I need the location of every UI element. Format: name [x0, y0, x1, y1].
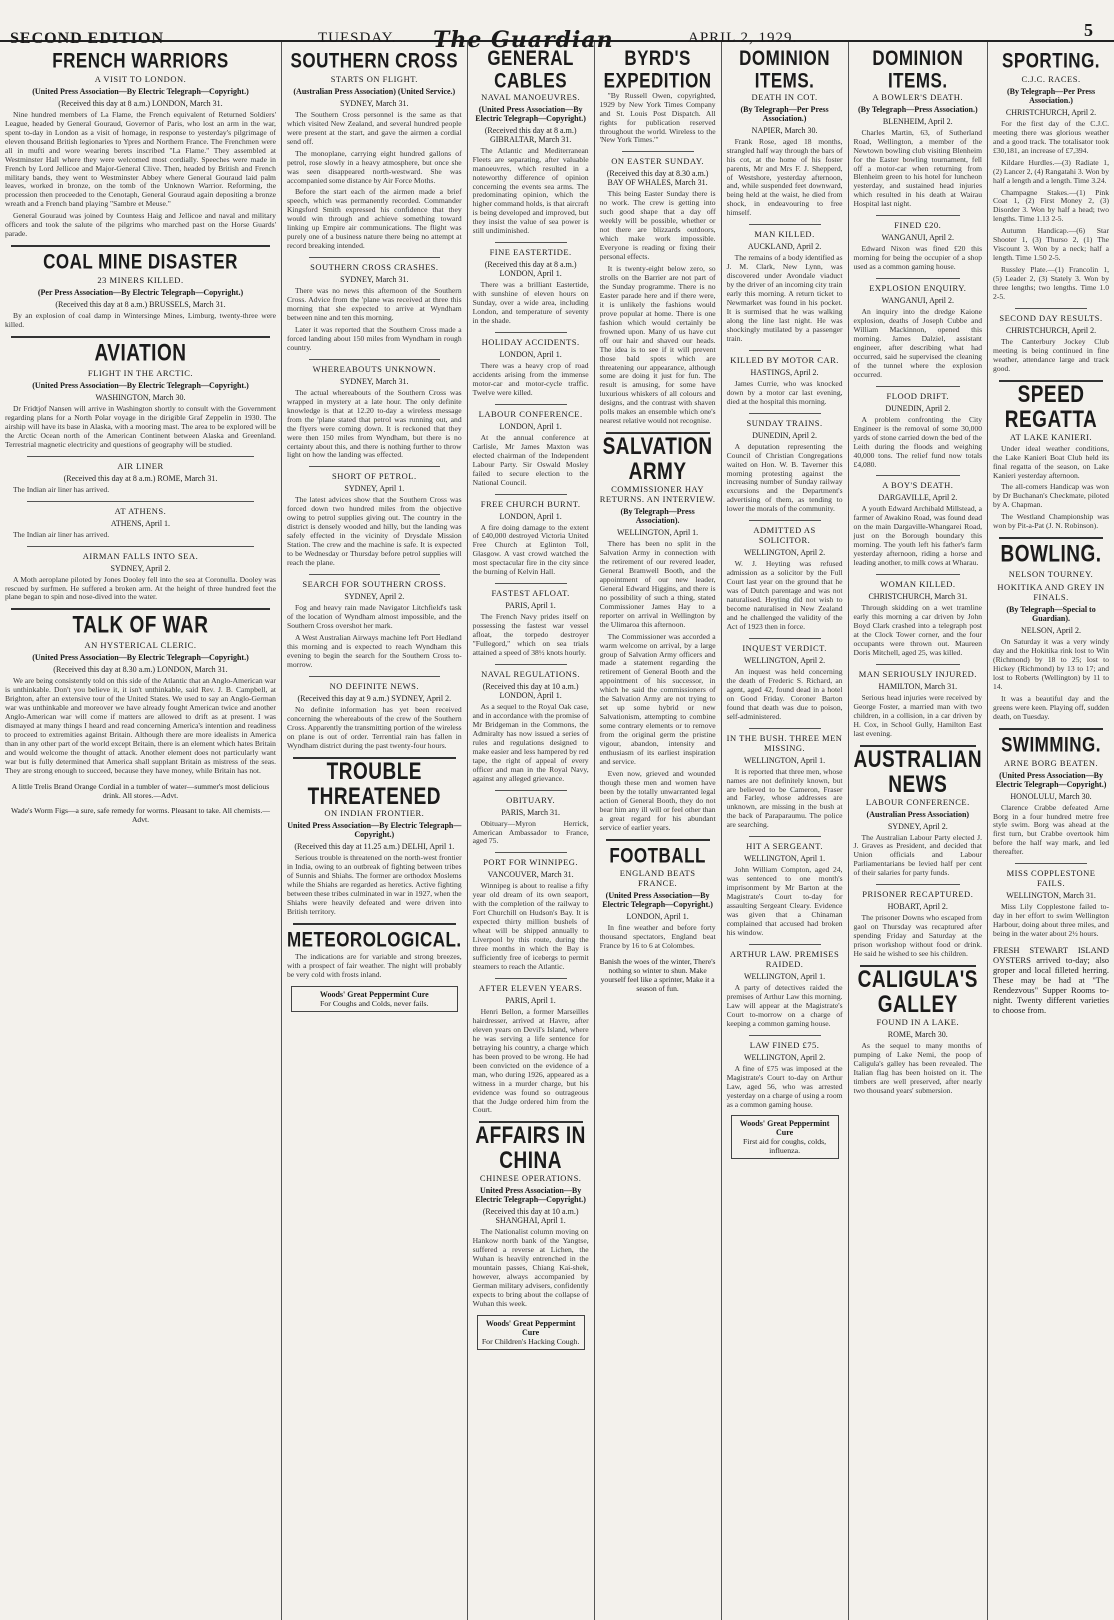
dateline: (Received this day at 8 a.m.) LONDON, March 31. — [58, 98, 223, 108]
credit-line: (United Press Association—By Electric Telegraph—Copyright.) — [32, 380, 249, 390]
body-paragraph: The Southern Cross personnel is the same as that which visited New Zealand, and several hundred people were present at the start, and gave the airmen a cordial send off. — [286, 109, 462, 146]
dateline: WELLINGTON, April 2. — [743, 1052, 826, 1062]
divider — [309, 676, 440, 677]
subheading: FLOOD DRIFT. — [886, 390, 950, 401]
divider — [876, 884, 961, 885]
dateline: WANGANUI, April 2. — [881, 233, 955, 243]
subheading: HOLIDAY ACCIDENTS. — [481, 336, 580, 347]
dateline: SYDNEY, March 31. — [340, 376, 409, 386]
dateline: SYDNEY, March 31. — [340, 275, 409, 285]
column-6 — [849, 42, 989, 1620]
ad-box — [731, 1115, 839, 1159]
body-paragraph: James Currie, who was knocked down by a motor car last evening, died at the hospital this morning. — [726, 378, 843, 406]
credit-line: (By Telegraph—Special to Guardian). — [1006, 605, 1096, 624]
divider — [309, 359, 440, 360]
headline: AVIATION — [94, 340, 187, 367]
dateline: VANCOUVER, March 31. — [487, 870, 574, 880]
body-paragraph: Clarence Crabbe defeated Arne Borg in a four hundred metre free style swim. Borg was ahead at the first turn, but Crabbe overtook him before the half way mark, and led thereafter. — [993, 802, 1110, 857]
divider — [876, 278, 961, 279]
dateline: WASHINGTON, March 30. — [95, 392, 186, 402]
body-paragraph: Under ideal weather conditions, the Lake Kanieri Boat Club held its final regatta of the season, on Lake Kanieri yesterday afternoon. — [993, 443, 1110, 480]
body-paragraph: On Saturday it was a very windy day and the Hokitika rink lost to Win (Richmond) by 18 to 25; lost to Hickey (Richmond) by 13 to 17; and lost to Roberts (Wellington) by 11 to 14. — [993, 637, 1110, 691]
body-paragraph: The all-comers Handicap was won by Dr Buchanan's Checkmate, piloted by A. Chapman. — [993, 482, 1110, 510]
divider — [495, 494, 567, 495]
body-paragraph: There has been no split in the Salvation Army in connection with the retirement of our revered leader, General Bramwell Booth, and the appointment of our new leader, General Edward Higgins, and there is no possibility of such a thing, stated Commissioner James Hay to a reporter on arrival in Wellington by the Ulimaroa this afternoon. — [599, 539, 716, 629]
subheading: FLIGHT IN THE ARCTIC. — [87, 367, 194, 378]
divider — [309, 257, 440, 258]
subheading: NAVAL REGULATIONS. — [481, 669, 581, 679]
body-paragraph: The Commissioner was accorded a warm welcome on arrival, by a large group of Salvation Army officers and made a statement regarding the retirement of General Booth and the appointment of his successor, in which he said the commissioners of the Salvation Army are not trying to set up some hybrid or new Salvationism, attempting to combine some contrary elements or to remove from the original germ the pristine vigour, abandon, intensity and enthusiasm of its earliest inspiration and service. — [599, 631, 716, 766]
dateline: NAPIER, March 30. — [751, 125, 818, 135]
divider — [293, 923, 456, 925]
body-paragraph: Before the start each of the airmen made a brief speech, which was permanently recorded. Commander Kingsford Smith expressed his confidence that they would win through and achieve something toward linking up Empire air communications. The flight was purely one of a business nature there being no attempt at record breaking intended. — [286, 187, 462, 251]
body-paragraph: In fine weather and before forty thousand spectators, England beat France by 16 to 6 at Colombes. — [599, 923, 716, 951]
subheading: NO DEFINITE NEWS. — [329, 680, 420, 691]
dateline: SYDNEY, April 2. — [887, 821, 948, 831]
divider — [495, 583, 567, 584]
headline: CALIGULA'S GALLEY — [857, 966, 978, 1018]
subheading: WHEREABOUTS UNKNOWN. — [312, 363, 436, 374]
subheading: SECOND DAY RESULTS. — [999, 312, 1103, 323]
subheading: FOUND IN A LAKE. — [876, 1016, 960, 1027]
divider — [11, 245, 270, 247]
divider — [622, 151, 694, 152]
article-columns — [0, 42, 1114, 1620]
body-paragraph: The indications are for variable and strong breezes, with a prospect of fair weather. The night will probably be very cold with frosts inland. — [286, 951, 462, 979]
body-paragraph: No definite information has yet been received concerning the whereabouts of the crew of the Southern Cross. Apparently the transmitting portion of the wireless on plane is out of order. Terrential rain has fallen in Wyndham district during the past twenty-four hours. — [286, 704, 462, 750]
divider — [876, 664, 961, 665]
subheading: OBITUARY. — [506, 794, 556, 805]
headline: AFFAIRS IN CHINA — [475, 1123, 586, 1175]
ad-text: For Coughs and Colds, never fails. — [320, 998, 429, 1008]
subheading: WOMAN KILLED. — [880, 579, 956, 590]
subheading: ENGLAND BEATS FRANCE. — [619, 868, 696, 889]
body-paragraph: A youth Edward Archibald Millstead, a farmer of Awakino Road, was found dead on the main Dargaville-Whangarei Road, just on the Borough boundary this morning. The youth left his father's farm yesterday afternoon, riding a horse and leading another, to milk cows at Wharau. — [853, 504, 983, 568]
subheading: A VISIT TO LONDON. — [94, 73, 187, 84]
divider — [495, 790, 567, 791]
ad-text: For Children's Hacking Cough. — [481, 1336, 580, 1346]
dateline: WELLINGTON, April 1. — [617, 528, 699, 538]
divider — [876, 386, 961, 387]
headline: SPORTING. — [1002, 48, 1101, 73]
subheading: A BOWLER'S DEATH. — [872, 91, 964, 102]
divider — [1015, 308, 1087, 309]
dateline: SYDNEY, April 2. — [110, 563, 171, 573]
advertisement: Wade's Worm Figs—a sure, safe remedy for worms. Pleasant to take. All chemists.—Advt. — [10, 805, 270, 824]
headline: DOMINION ITEMS. — [739, 46, 830, 93]
subheading: STARTS ON FLIGHT. — [330, 73, 418, 84]
dateline: (Received this day at 9 a.m.) SYDNEY, April 2. — [297, 693, 452, 703]
dateline: SYDNEY, April 1. — [344, 484, 405, 494]
subheading: IN THE BUSH. THREE MEN MISSING. — [726, 732, 843, 753]
body-paragraph: The Canterbury Jockey Club meeting is being continued in fine weather, attendance large and track good. — [993, 336, 1110, 373]
divider — [27, 456, 254, 457]
subheading: FREE CHURCH BURNT. — [480, 498, 581, 509]
body-paragraph: General Gouraud was joined by Countess Haig and Jellicoe and naval and military officers and took the salute of the pilgrims who marched past on the Horse Guards' parade. — [5, 211, 276, 239]
subheading: INQUEST VERDICT. — [742, 642, 827, 653]
headline: SOUTHERN CROSS — [290, 48, 459, 73]
dateline: DUNEDIN, April 2. — [885, 403, 951, 413]
subheading: LABOUR CONFERENCE. — [865, 796, 970, 807]
divider — [27, 501, 254, 502]
divider — [27, 546, 254, 547]
divider — [309, 466, 440, 467]
ad-text: First aid for coughs, colds, influenza. — [742, 1137, 827, 1156]
subheading: HIT A SERGEANT. — [746, 841, 823, 852]
divider — [749, 350, 821, 351]
dateline: ATHENS, April 1. — [110, 518, 171, 528]
divider — [749, 1035, 821, 1036]
dateline: PARIS, April 1. — [505, 995, 556, 1005]
dateline: LONDON, April 1. — [499, 511, 562, 521]
dateline: CHRISTCHURCH, April 2. — [1005, 325, 1097, 335]
subheading: ON EASTER SUNDAY. — [611, 156, 704, 167]
body-paragraph: Henri Bellon, a former Marseilles hairdresser, arrived at Havre, after eleven years on Devil's Island, where he was serving a life sentence for betraying his country, a charge which has been proved to be wrong. He had been convicted on the evidence of a man, who during 1926, appeared as a witness in a murder charge, but his evidence was found so outrageous that the Judge ordered him from the Court. — [472, 1006, 589, 1115]
divider — [495, 664, 567, 665]
body-paragraph: The Indian air liner has arrived. — [13, 529, 110, 539]
subheading: SOUTHERN CROSS CRASHES. — [310, 262, 439, 273]
divider — [749, 944, 821, 945]
divider — [11, 336, 270, 338]
dateline: LONDON, April 1. — [499, 421, 562, 431]
subheading: C.J.C. RACES. — [1021, 73, 1081, 84]
body-paragraph: A West Australian Airways machine left Port Hedland this morning and is expected to reach Wyndham this evening to begin the search for the Southern Cross to-morrow. — [286, 632, 462, 669]
body-paragraph: W. J. Heyting was refused admission as a solicitor by the Full Court last year on the ground that he was of Dutch parentage and was not naturalised. Heyting did not wish to become naturalised in New Zealand and he challenged the validity of the Act of 1923 then in force. — [726, 559, 843, 631]
dateline: SYDNEY, April 2. — [344, 592, 405, 602]
headline: SWIMMING. — [1001, 732, 1101, 757]
divider — [749, 638, 821, 639]
dateline: WELLINGTON, April 1. — [743, 854, 826, 864]
divider — [749, 224, 821, 225]
subheading: SEARCH FOR SOUTHERN CROSS. — [302, 579, 447, 590]
dateline: (Received this day at 8 a.m.) ROME, March 31. — [63, 473, 218, 483]
credit-line: (By Telegraph—Press Association). — [620, 507, 695, 526]
dateline: CHRISTCHURCH, March 31. — [868, 592, 968, 602]
subheading: AIR LINER — [117, 460, 164, 471]
body-paragraph: The actual whereabouts of the Southern Cross was wrapped in mystery at a late hour. The only definite knowledge is that at 12.20 to-day a wireless message from the 'plane stated that petrol was running out, and the flyers were coming down. It is reckoned that they were then 150 miles from Wyndham, but there is no certainty about this, and there is nothing further to throw light on how the landing was effected. — [286, 387, 462, 460]
body-paragraph: There was no news this afternoon of the Southern Cross. Advice from the 'plane was received at three this morning that she expected to arrive at Wyndham between nine and ten this morning. — [286, 286, 462, 322]
body-paragraph: Obituary—Myron Herrick, American Ambassador to France, aged 75. — [472, 818, 589, 846]
divider — [876, 574, 961, 575]
body-paragraph: We are being consistently told on this side of the Atlantic that an Anglo-American war is unthinkable. Don't you believe it, it isn't unthinkable, said Rev. J. B. Campbell, at Brighton, after an extensive tour of the United States. We used to say an Anglo-German war was unthinkable and moreover we have already fought American twice and another Anglo-American war will come if matters are allowed to drift as at present. I was dismayed at many things I heard and read concerning America's intention and readiness to proceed to extremities against Britain. Although there are more idealists in America than in any other part of the world except Britain, there is an element which hates Britain and would welcome the thought of attack. Another element does not particularly want war but is fully determined that America shall supplant Britain as mistress of the seas. They are strong enough to succeed, because they have money, while Britain has not. — [5, 676, 276, 775]
subheading: SUNDAY TRAINS. — [746, 417, 823, 428]
subheading: ON INDIAN FRONTIER. — [324, 808, 425, 819]
body-paragraph: This being Easter Sunday there is no work. The crew is getting into such good shape that a day off weekly will be possible, whether or not there are blizzards outdoors, which make work impossible. Everyone is reading or fixing their personal effects. — [599, 189, 716, 262]
headline: METEOROLOGICAL. — [286, 927, 462, 952]
headline: SALVATION ARMY — [602, 433, 713, 486]
notice: FRESH STEWART ISLAND OYSTERS arrived to-day; also groper and local filleted herring. These may be had at "The Rendezvous" Supper Rooms to-night. Twenty different varieties to choose from. — [993, 945, 1110, 1016]
body-paragraph: Dr Fridtjof Nansen will arrive in Washington shortly to consult with the Government regarding plans for a North Polar voyage in the dirigible Graf Zeppelin in 1930. The airship will have its base in Alaska, with a mooring mast. The area to be explored will be the Arctic Ocean north of the American Continent between Alaska and Greenland. Terrestrial magnetic electricity and questions of geography will be studied. — [5, 403, 276, 449]
body-paragraph: John William Compton, aged 24, was sentenced to one month's imprisonment by Mr Barton at the Magistrate's Court to-day for assaulting Sergeant Cleary. Evidence was given that a Chinaman complained that accused had broken his window. — [726, 865, 843, 937]
body-paragraph: It was a beautiful day and the greens were keen. Playing off, sudden death, on Tuesday. — [993, 693, 1110, 721]
body-paragraph: The Atlantic and Mediterranean Fleets are separating, after valuable manoeuvres, which resulted in a noteworthy difference of opinion concerning the events sea arms. The predominating opinion, which the higher command holds, is that aircraft is being developed and improved, but they insist the value of sea power is still undiminished. — [472, 145, 589, 236]
newspaper-title: The Guardian — [433, 27, 614, 53]
divider — [999, 537, 1103, 539]
ad-title: Woods' Great Peppermint Cure — [319, 989, 429, 999]
subheading: DEATH IN COT. — [751, 91, 818, 102]
subheading: FINED £20. — [894, 220, 942, 231]
subheading: FASTEST AFLOAT. — [491, 588, 570, 599]
day-label: TUESDAY. — [318, 30, 397, 46]
column-3 — [468, 42, 595, 1620]
subheading: CHINESE OPERATIONS. — [479, 1173, 582, 1184]
subheading: ADMITTED AS SOLICITOR. — [753, 525, 816, 546]
body-paragraph: "By Russell Owen, copyrighted, 1929 by New York Times Company and St. Louis Post Dispatch. All rights for publication reserved throughout the world. Wireless to the 'New York Times.'" — [599, 90, 716, 145]
column-2 — [282, 42, 468, 1620]
dateline: BLENHEIM, April 2. — [882, 116, 953, 126]
body-paragraph: A deputation representing the Council of Christian Congregations waited on Hon. W. B. Taverner this morning protesting against the increasing number of Sunday railway excursions and the Department's advertising of them, as tending to lower the morals of the community. — [726, 441, 843, 514]
body-paragraph: The monoplane, carrying eight hundred gallons of petrol, rose slowly in a heavy atmosphere, but once she was seen disappeared north-westward. She was accompanied some distance by Air Force Moths. — [286, 148, 462, 185]
body-paragraph: Through skidding on a wet tramline early this morning a car driven by John Boyd Clark crashed into a telegraph post at the Clock Tower corner, and the four occupants were thrown out. Maureen Doris Mitchell, aged 25, was killed. — [853, 603, 983, 657]
body-paragraph: Frank Rose, aged 18 months, strangled half way through the bars of his cot, at the home of his foster parents, Mr and Mrs F. J. Shepperd, of Westshore, yesterday afternoon, and, while suspended feet downward, being held at the waist, he died from shock, in endeavouring to free himself. — [726, 136, 843, 218]
subheading: COMMISSIONER HAY RETURNS. AN INTERVIEW. — [599, 484, 716, 505]
body-paragraph: Serious head injuries were received by George Foster, a married man with two children, in a collision, in a car driven by H. Cox, in School Gully, Hamilton East last evening. — [853, 692, 983, 738]
subheading: KILLED BY MOTOR CAR. — [730, 354, 839, 365]
advertisement: A little Trelis Brand Orange Cordial in a tumbler of water—summer's most delicious drink. All stores.—Advt. — [11, 781, 270, 800]
body-paragraph: An inquest was held concerning the death of Frederic S. Richard, an agent, aged 42, found dead in a hotel on Good Friday. Coroner Barton found that death was due to poison, self-administered. — [726, 666, 843, 721]
column-7 — [988, 42, 1114, 1620]
headline: BYRD'S EXPEDITION — [603, 46, 712, 93]
dateline: WELLINGTON, April 1. — [743, 971, 826, 981]
body-paragraph: Fog and heavy rain made Navigator Litchfield's task of the location of Wyndham almost impossible, and the Southern Cross overshot her mark. — [286, 603, 462, 630]
subheading: NAVAL MANOEUVRES. — [481, 91, 581, 102]
body-paragraph: There was a brilliant Eastertide, with sunshine of eleven hours on Sunday, over a wide area, including London, and temperature of seventy in the shade. — [472, 280, 589, 326]
column-4 — [595, 42, 722, 1620]
subheading: AN HYSTERICAL CLERIC. — [84, 640, 197, 651]
subheading: MAN KILLED. — [754, 229, 815, 240]
column-5 — [722, 42, 849, 1620]
dateline: (Received this day at 8.30 a.m.) LONDON, March 31. — [53, 665, 228, 675]
subheading: FINE EASTERTIDE. — [489, 247, 572, 258]
divider — [749, 728, 821, 729]
subheading: PORT FOR WINNIPEG. — [483, 857, 579, 868]
credit-line: (United Press Association—By Electric Telegraph—Copyright.) — [602, 891, 713, 910]
subheading: SHORT OF PETROL. — [332, 471, 417, 482]
dateline: LONDON, April 1. — [499, 349, 562, 359]
divider — [999, 728, 1103, 730]
headline: COAL MINE DISASTER — [43, 249, 238, 274]
body-paragraph: Nine hundred members of La Flame, the French equivalent of Returned Soldiers' League, headed by General Gouraud, Governor of Paris, who lost an arm in the war, spent to-day in London as a visit of homage, in response to yesterday's pilgrimage of eleven thousand British legionaries to Ypres and Northern France. The Frenchmen were all in mufti and wore wearing berets inscribed "La Flame." They assembled at Westminster Hall where they were welcomed most cordially. Speeches were made in French by Lord Jellicoe and Major-General Clive. Then, headed by British and French military bands, they went to Westminster Abbey where General Gouraud laid palm leaves, worked in bronze, on the tomb of the Unknown Warrior. Reforming, the procession then proceeded to the Cenotaph, General Gouraud again depositing a bronze wreath and a French band playing "Sambre et Meuse." — [5, 109, 276, 209]
credit-line: (United Press Association—By Electric Telegraph—Copyright.) — [32, 86, 249, 96]
dateline: WANGANUI, April 2. — [881, 296, 955, 306]
body-paragraph: The prisoner Downs who escaped from gaol on Thursday was recaptured after spending Friday and Saturday at the prison workshop without food or drink. He said he wished to see his children. — [853, 913, 983, 959]
subheading: A BOY'S DEATH. — [882, 480, 954, 491]
subheading: ARTHUR LAW. PREMISES RAIDED. — [729, 948, 840, 969]
subheading: LABOUR CONFERENCE. — [478, 408, 583, 419]
subheading: MAN SERIOUSLY INJURED. — [858, 668, 977, 679]
dateline: (Received this day at 8.30 a.m.) BAY OF WHALES, March 31. — [606, 169, 709, 188]
divider — [495, 852, 567, 853]
advertisement: Banish the woes of the winter, There's nothing so winter to shun. Make yourself feel like a sprinter, Make it a season of fun. — [599, 957, 716, 994]
subheading: PRISONER RECAPTURED. — [862, 889, 974, 900]
body-paragraph: By an explosion of coal damp in Wintersinge Mines, Limburg, twenty-three were killed. — [5, 311, 276, 329]
divider — [11, 608, 270, 610]
divider — [749, 413, 821, 414]
dateline: HONOLULU, March 30. — [1010, 791, 1092, 801]
edition-label: SECOND EDITION — [10, 30, 165, 47]
dateline: (Received this day at 11.25 a.m.) DELHI, April 1. — [294, 842, 455, 852]
credit-line: (Per Press Association—By Electric Telegraph—Copyright.) — [37, 288, 244, 298]
headline: TALK OF WAR — [72, 612, 209, 639]
body-paragraph: Miss Lily Copplestone failed to-day in her effort to swim Wellington Harbour, doing about three miles, and being in the water about 2½ hours. — [993, 902, 1110, 939]
body-paragraph: A problem confronting the City Engineer is the removal of some 30,000 yards of stone carried down the bed of the Leith during the floods and weighing 40,000 tons. The relief fund now totals £4,080. — [853, 414, 983, 469]
ad-title: Woods' Great Peppermint Cure — [739, 1119, 830, 1138]
dateline: PARIS, April 1. — [505, 601, 556, 611]
dateline: WELLINGTON, March 31. — [1006, 891, 1096, 901]
subheading: AT LAKE KANIERI. — [1009, 431, 1093, 442]
dateline: DARGAVILLE, April 2. — [878, 493, 958, 503]
dateline: PARIS, March 31. — [501, 807, 561, 817]
divider — [309, 574, 440, 575]
dateline: (Received this day at 8 a.m.) BRUSSELS, March 31. — [55, 300, 226, 310]
body-paragraph: Winnipeg is about to realise a fifty year old dream of its own seaport, with the completion of the railway to Fort Churchill on Hudson's Bay. It is expected thirty million bushels of wheat will be shipped annually to Liverpool by this route, during the three months in which the Bay is sufficiently free of icebergs to permit steamers to reach the Atlantic. — [472, 881, 589, 972]
divider — [495, 978, 567, 979]
dateline: WELLINGTON, April 2. — [743, 548, 826, 558]
credit-line: United Press Association—By Electric Telegraph—Copyright.) — [475, 1186, 586, 1205]
masthead — [0, 0, 1114, 53]
dateline: WELLINGTON, April 1. — [743, 755, 826, 765]
body-paragraph: It is twenty-eight below zero, so strolls on the Barrier are not part of the Sunday programme. There is no Easter parade here and if there were, it is unlikely the fashions would prove popular at home. There is one fashion which would certainly be frowned upon. Many of us have cut off our hair and shaved our heads. The idea is to see if it will prevent those bald spots which are threatening our appearance, although some are doing it just for fun. The result is amusing, for some have luxurious whiskers of all colours and designs, and the contrast with shaven polls makes an ensemble which one's nearest relative would not recognise. — [599, 264, 716, 426]
subheading: 23 MINERS KILLED. — [97, 275, 184, 286]
divider — [749, 836, 821, 837]
body-paragraph: It is reported that three men, whose names are not definitely known, but are believed to be Cameron, Fraser and Farley, whose addresses are unknown, are missing in the bush at the back of Paraparaumu. The police are searching. — [726, 766, 843, 830]
dateline: WELLINGTON, April 2. — [743, 655, 826, 665]
headline: BOWLING. — [1000, 541, 1102, 568]
date-label: APRIL 2, 1929. — [688, 30, 798, 46]
subheading: AIRMAN FALLS INTO SEA. — [82, 550, 199, 561]
body-paragraph: Champagne Stakes.—(1) Pink Coat 1, (2) First Money 2, (3) Disorder 3. Won by half a head; two lengths. Time 1.13 2-5. — [993, 187, 1110, 224]
headline: FOOTBALL — [609, 843, 706, 867]
credit-line: United Press Association—By Electric Telegraph—Copyright.) — [287, 821, 462, 840]
body-paragraph: A fire doing damage to the extent of £40,000 destroyed Victoria United Free Church at Eglinton Toll, Glasgow. A vast crowd watched the most spectacular fire in the city since the burning of Kelvin Hall. — [472, 522, 589, 577]
headline: SPEED REGATTA — [1004, 381, 1098, 433]
headline: DOMINION ITEMS. — [872, 46, 964, 93]
body-paragraph: Russley Plate.—(1) Francolin 1, (5) Leader 2, (3) Stately 3. Won by three lengths; two lengths. Time 1.0 2-5. — [993, 265, 1110, 301]
subheading: HOKITIKA AND GREY IN FINALS. — [997, 582, 1105, 603]
credit-line: (United Press Association—By Electric Telegraph—Copyright.) — [995, 770, 1107, 789]
credit-line: (Australian Press Association) — [866, 809, 970, 819]
credit-line: (Australian Press Association) (United Service.) — [293, 86, 456, 96]
subheading: LAW FINED £75. — [749, 1039, 820, 1050]
body-paragraph: Edward Nixon was fined £20 this morning for being the occupier of a shop used as a common gaming house. — [853, 244, 983, 272]
body-paragraph: For the first day of the C.J.C. meeting there was glorious weather and a good track. The totalisator took £30,181, an increase of £7,394. — [993, 118, 1110, 155]
dateline: HAMILTON, March 31. — [878, 681, 958, 691]
divider — [495, 242, 567, 243]
body-paragraph: The latest advices show that the Southern Cross was forced down two hundred miles from the objective owing to petrol supplies giving out. The country in the district is densely wooded and hilly, but the landing was safely effected in the vicinity of Drysdale Mission Station. The crew and the machine is safe. It is expected to be Wednesday or Thursday before petrol supplies will reach the plane. — [286, 495, 462, 568]
body-paragraph: The Nationalist column moving on Hankow north bank of the Yangtse, suffered a reverse at Lichen, the Wuhan is heavily entrenched in the mountain passes, Chiang Kai-shek, however, always accompanied by German military advisers, confidently expects to bring about the collapse of Wuhan this week. — [472, 1227, 589, 1308]
dateline: (Received this day at 10 a.m.) LONDON, April 1. — [482, 682, 579, 700]
divider — [495, 332, 567, 333]
dateline: (Received this day at 8 a.m.) GIBRALTAR, March 31. — [484, 125, 577, 144]
body-paragraph: The remains of a body identified as J. M. Clark, New Lynn, was discovered under Avondale viaduct by the driver of an incoming city train early this morning. A return ticket to Newmarket was found in his pocket. It is surmised that he was walking along the line last night. He was shockingly mutilated by a passenger train. — [726, 253, 843, 343]
headline: FRENCH WARRIORS — [52, 48, 229, 73]
body-paragraph: Even now, grieved and wounded though these men and women have been by the totally unwarranted legal action of General Booth, they do not bear him any ill will or feel other than a great regard for his abundant service of earlier years. — [599, 768, 716, 832]
dateline: CHRISTCHURCH, April 2. — [1005, 107, 1097, 117]
divider — [606, 839, 710, 841]
credit-line: (United Press Association—By Electric Telegraph—Copyright.) — [475, 104, 586, 123]
dateline: (Received this day at 8 a.m.) LONDON, April 1. — [484, 260, 577, 279]
body-paragraph: As a sequel to the Royal Oak case, and in accordance with the promise of Mr Bridgeman in the Commons, the Admiralty has now issued a series of rules and regulations designed to make easier and less hampered by red tape, the right of appeal of every officer and man in the Royal Navy, against any alleged grievance. — [472, 702, 589, 783]
divider — [876, 475, 961, 476]
dateline: SYDNEY, March 31. — [340, 98, 409, 108]
ad-title: Woods' Great Peppermint Cure — [485, 1318, 576, 1337]
body-paragraph: Charles Martin, 63, of Sutherland Road, Wellington, a member of the Newtown bowling club visiting Blenheim for the Easter bowling tournament, fell off a motor-car when returning from Blenheim green to his hotel for luncheon yesterday, and sustained head injuries which resulted in his death at Wairau Hospital last night. — [853, 127, 983, 209]
divider — [1015, 863, 1087, 864]
dateline: (Received this day at 10 a.m.) SHANGHAI, April 1. — [482, 1207, 579, 1226]
divider — [749, 520, 821, 521]
ad-box — [291, 986, 458, 1012]
body-paragraph: At the annual conference at Carlisle, Mr James Maxton was elected chairman of the Independent Labour Party. Sir Oswald Mosley failed to secure election to the National Council. — [472, 432, 589, 487]
dateline: LONDON, April 1. — [626, 912, 689, 922]
body-paragraph: The French Navy prides itself on possessing the fastest war vessel afloat, the torpedo destroyer "Fullegord," which on sea trials attained a speed of 38½ knots hourly. — [472, 612, 589, 658]
credit-line: (By Telegraph—Press Association.) — [857, 104, 978, 114]
subheading: AFTER ELEVEN YEARS. — [478, 982, 583, 993]
body-paragraph: As the sequel to many months of pumping of Lake Nemi, the poop of Caligula's galley has been revealed. The Italian flag has been hoisted on it. The timbers are well preserved, after nearly two thousand years' submersion. — [853, 1040, 983, 1095]
headline: TROUBLE THREATENED — [307, 758, 442, 810]
ad-box — [477, 1315, 585, 1350]
subheading: EXPLOSION ENQUIRY. — [869, 283, 967, 294]
credit-line: (By Telegraph—Per Press Association.) — [740, 104, 829, 123]
dateline: NELSON, April 2. — [1021, 626, 1082, 636]
body-paragraph: The Westland Championship was won by Pit-a-Pat (J. N. Robinson). — [993, 512, 1110, 531]
dateline: ROME, March 30. — [887, 1029, 948, 1039]
body-paragraph: There was a heavy crop of road accidents arising from the immense motor-car and motor-cycle traffic. Twelve were killed. — [472, 360, 589, 397]
body-paragraph: The Australian Labour Party elected J. J. Graves as President, and decided that Union officials and Labour Parliamentarians be levied half per cent of their salaries for party funds. — [853, 832, 983, 878]
credit-line: (By Telegraph—Per Press Association.) — [1006, 86, 1096, 105]
body-paragraph: A party of detectives raided the premises of Arthur Law this morning. Law will appear at the Magistrate's Court to-morrow on a charge of keeping a common gaming house. — [726, 982, 843, 1028]
divider — [876, 215, 961, 216]
divider — [495, 404, 567, 405]
headline: GENERAL CABLES — [487, 46, 574, 93]
dateline: DUNEDIN, April 2. — [752, 430, 817, 440]
column-1 — [0, 42, 282, 1620]
body-paragraph: Serious trouble is threatened on the north-west frontier in India, owing to an outbreak of fighting between tribes of Sunnis and Shiahs. The former are orthodox Moslems while the Shiahs are regarded as heretics. Active fighting between these tribes culminated in war in 1927, when the Shiahs were heavily defeated and were driven into British territory. — [286, 853, 462, 917]
subheading: ARNE BORG BEATEN. — [1003, 757, 1099, 768]
body-paragraph: A fine of £75 was imposed at the Magistrate's Court to-day on Arthur Law, aged 56, who was arrested yesterday on a charge of using a room as a common gaming house. — [726, 1063, 843, 1109]
credit-line: (United Press Association—By Electric Telegraph—Copyright.) — [32, 653, 249, 663]
page-number: 5 — [1084, 20, 1094, 40]
headline: AUSTRALIAN NEWS — [853, 746, 983, 798]
body-paragraph: Autumn Handicap.—(6) Star Shooter 1, (3) Thurso 2, (1) The Viscount 3. Won by a neck; half a length. Time 1.50 2-5. — [993, 226, 1110, 263]
body-paragraph: Later it was reported that the Southern Cross made a forced landing about 150 miles from Wyndham in rough country. — [286, 324, 462, 352]
subheading: MISS COPPLESTONE FAILS. — [1006, 868, 1096, 889]
subheading: AT ATHENS. — [114, 505, 167, 516]
body-paragraph: The Indian air liner has arrived. — [13, 484, 110, 494]
body-paragraph: An inquiry into the dredge Kaione explosion, deaths of Joseph Cubbe and William Mackinnon, opened this morning. James Dalziel, assistant engineer, after describing what had occurred, said he supervised the cleaning of the tunnel where the explosion occurred. — [853, 307, 983, 379]
body-paragraph: A Moth aeroplane piloted by Jones Dooley fell into the sea at Coronulla. Dooley was rescued by surfmen. He suffered a broken arm. At the height of three hundred feet the plane began to spin and nose-dived into the water. — [5, 574, 276, 602]
dateline: AUCKLAND, April 2. — [747, 242, 822, 252]
dateline: HASTINGS, April 2. — [750, 367, 819, 377]
body-paragraph: Kildare Hurdles.—(3) Radiate 1, (2) Lancer 2, (4) Rangatahi 3. Won by half a length and a length. Time 3.24. — [993, 157, 1110, 185]
dateline: HOBART, April 2. — [887, 902, 948, 912]
subheading: NELSON TOURNEY. — [1008, 569, 1094, 580]
